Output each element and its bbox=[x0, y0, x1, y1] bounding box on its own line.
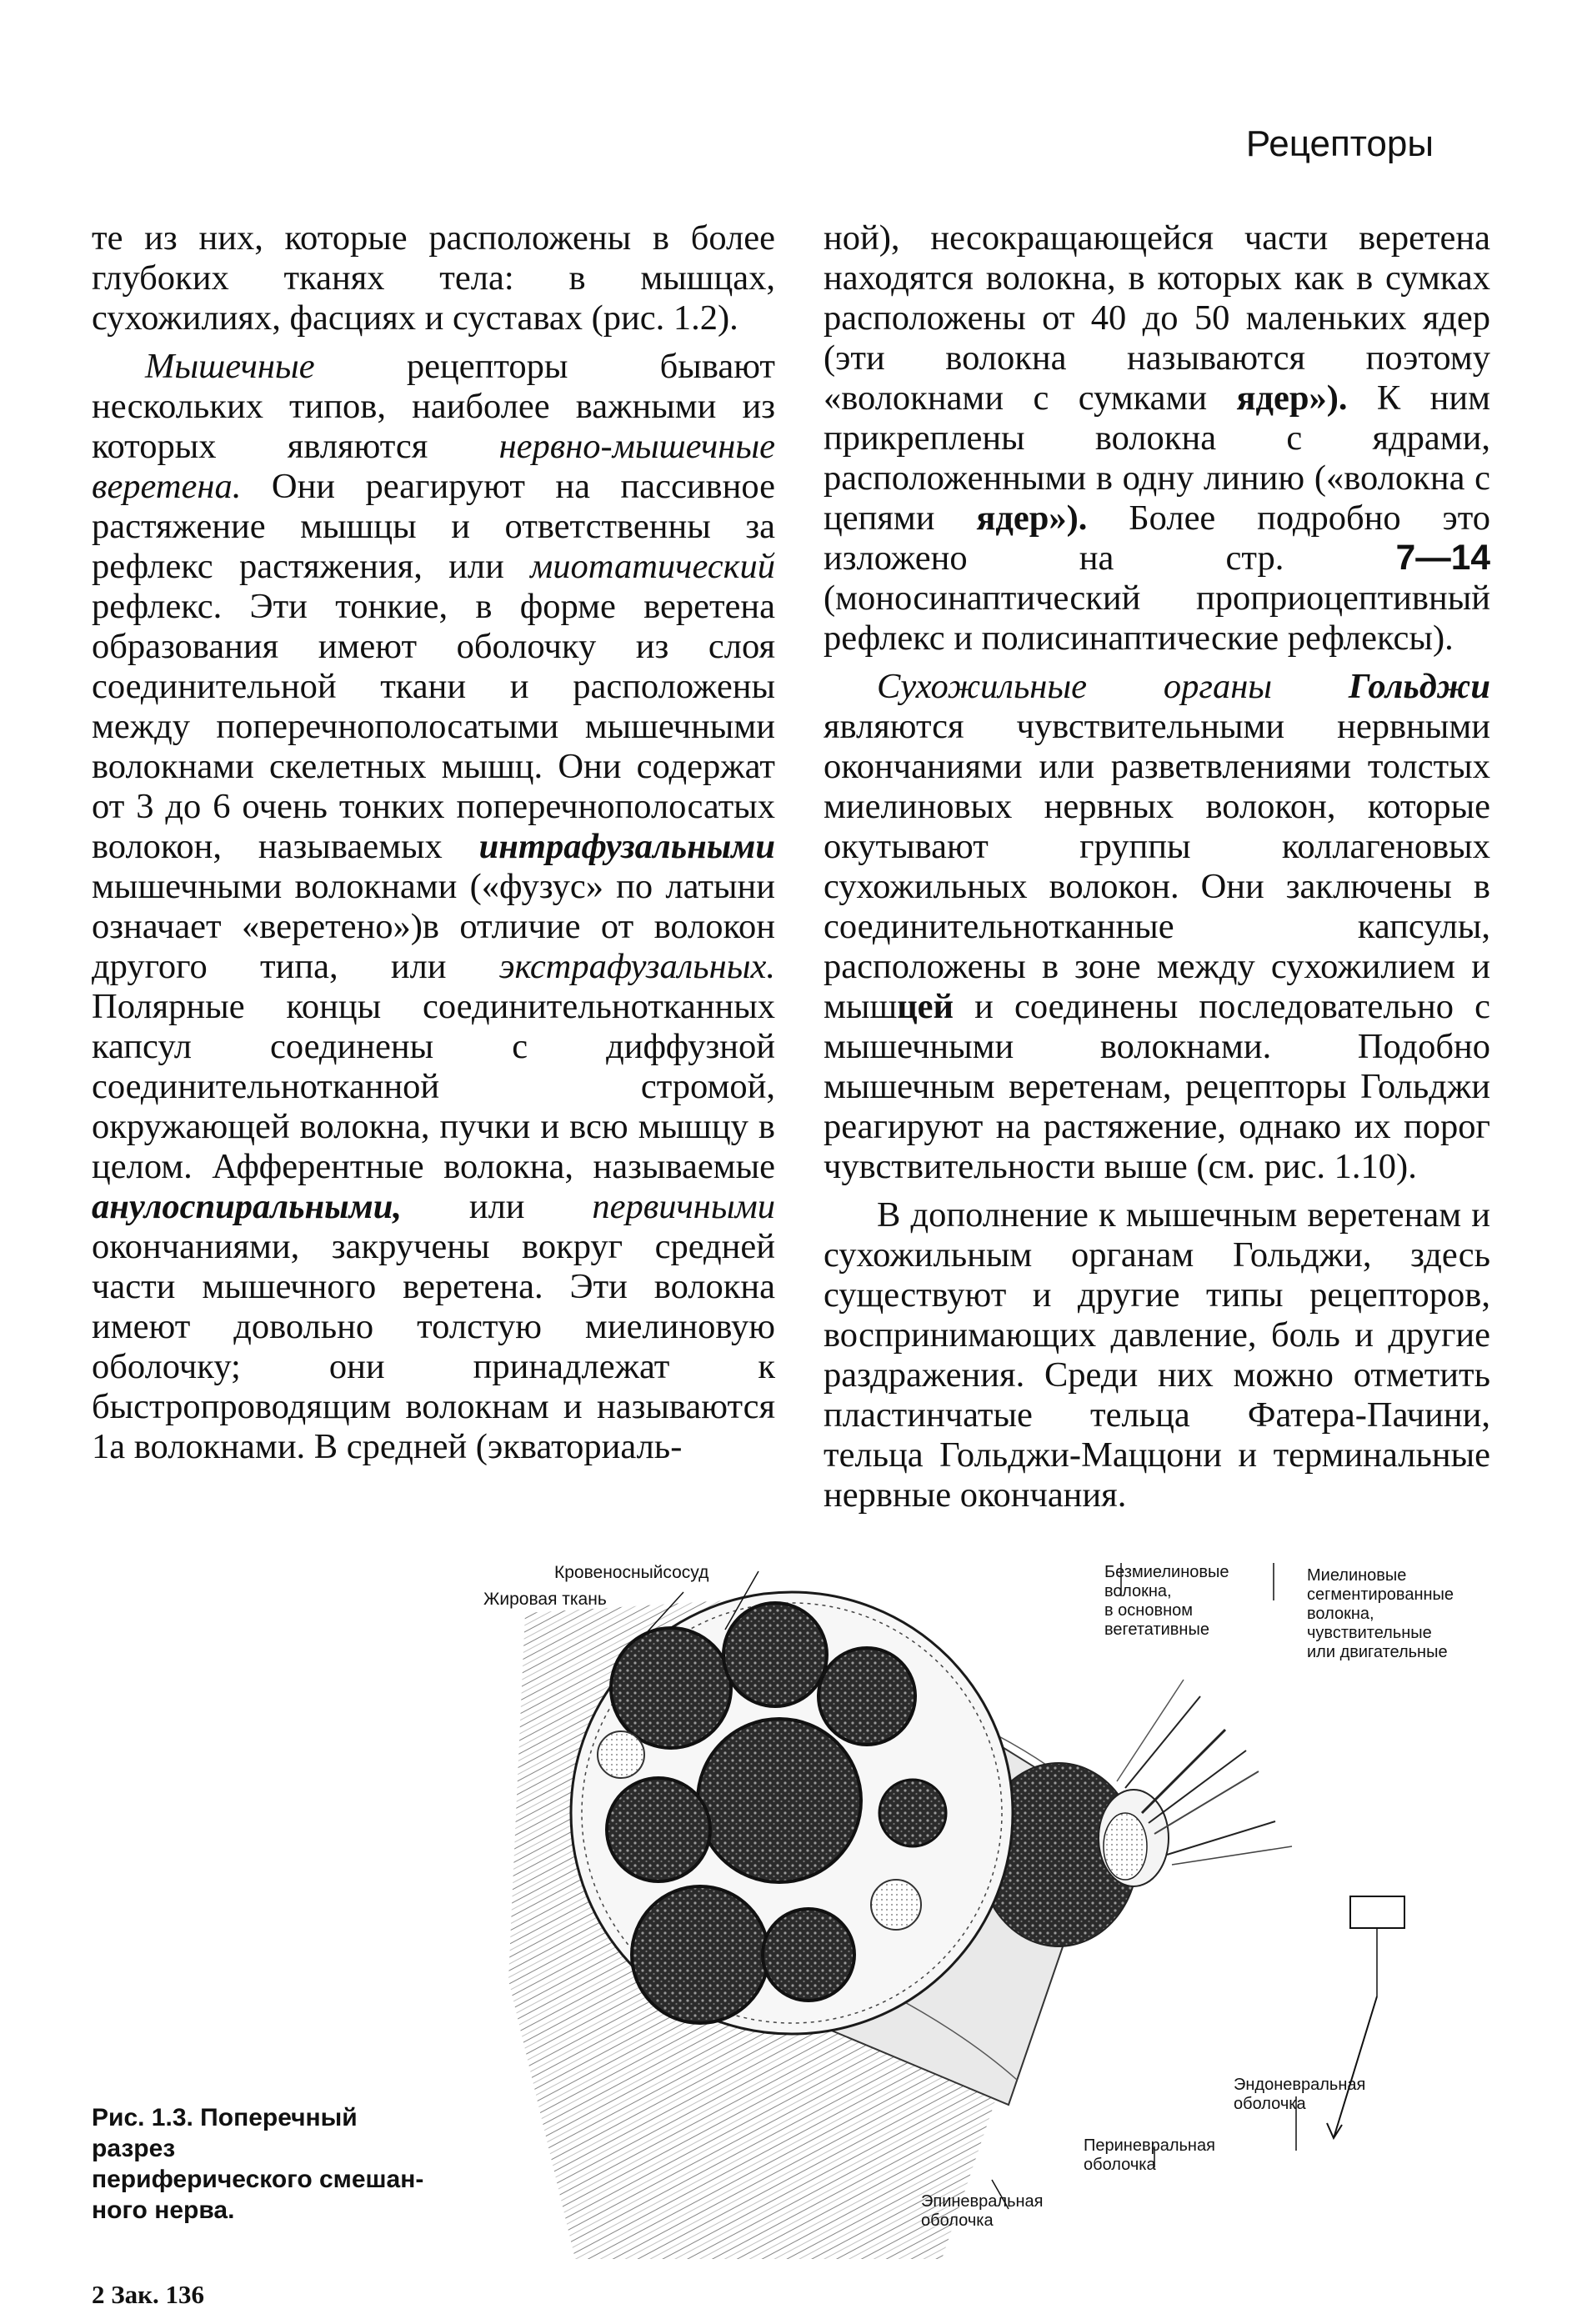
text-span: те из них, которые расположены в более глубоких тканях тела: в мышцах, сухожилиях, фасциях и суставах (рис. 1.2). bbox=[92, 218, 775, 338]
text-span: ядер»). bbox=[976, 498, 1088, 538]
paragraph-1 bbox=[92, 218, 775, 338]
text-span: Гольджи bbox=[1348, 667, 1490, 706]
text-span: ной), несокращающейся части веретена находятся волокна, в которых как в сумках расположены от 40 до 50 маленьких ядер (эти волокна называются поэтому «волокнами с сумками bbox=[824, 218, 1490, 418]
label-myelinated-fibers: Миелиновые сегментированные волокна, чувствительные или двигательные bbox=[1307, 1566, 1454, 1661]
label-blood-vessel: Кровеносныйсосуд bbox=[554, 1563, 709, 1582]
text-span: окончаниями, закручены вокруг средней части мышечного веретена. Эти волокна имеют довольно толстую миелиновую оболочку; они принадлежат к быстропроводящим волокнам и называются 1a волокнами. В средней (экваториаль- bbox=[92, 1227, 775, 1466]
paragraph-4 bbox=[824, 667, 1490, 1187]
text-span: первичными bbox=[592, 1187, 775, 1226]
text-span: рефлекс. Эти тонкие, в форме веретена образования имеют оболочку из слоя соединительной ткани и расположены между поперечнополосатыми мышечными волокнами скелетных мышц. Они содержат от 3 до 6 очень тонких поперечнополосатых волокон, называемых bbox=[92, 587, 775, 866]
paragraph-5 bbox=[824, 1195, 1490, 1515]
text-span: нервно-мышечные веретена. bbox=[92, 427, 775, 506]
text-span: мышечными волокнами («фузус» по латыни означает «веретено»)в отличие от волокон другого типа, или bbox=[92, 867, 775, 986]
text-span: Они реагируют на пассивное растяжение мышцы и ответственны за рефлекс растяжения, или bbox=[92, 467, 775, 586]
text-span: К ним прикреплены волокна с ядрами, расположенными в одну линию («волокна с цепями bbox=[824, 378, 1491, 538]
right-text-column bbox=[824, 218, 1490, 1515]
text-span: миотатический bbox=[530, 547, 775, 586]
label-fat-tissue: Жировая ткань bbox=[483, 1590, 607, 1609]
text-span: анулоспиральными, bbox=[92, 1187, 402, 1226]
text-span: интрафузальными bbox=[478, 827, 775, 866]
label-unmyelinated-fibers: Безмиелиновые волокна, в основном вегетативные bbox=[1104, 1563, 1229, 1639]
text-span: цей bbox=[897, 987, 954, 1026]
running-header: Рецепторы bbox=[1245, 123, 1434, 164]
paragraph-2 bbox=[92, 347, 775, 1467]
nerve-cross-section-figure bbox=[475, 1563, 1517, 2259]
text-span: (моносинаптический проприоцептивный рефлекс и полисинаптические рефлексы). bbox=[824, 578, 1490, 658]
text-span: рецепторы бывают нескольких типов, наиболее важными из которых являются bbox=[92, 347, 775, 466]
figure-caption: Рис. 1.3. Поперечный разрез периферического смешан- ного нерва. bbox=[92, 2104, 424, 2224]
text-span: экстрафузальных. bbox=[498, 947, 775, 986]
text-span: Сухожильные органы bbox=[877, 667, 1349, 706]
text-span: Полярные концы соединительнотканных капсул соединены с диффузной соединительнотканной стромой, окружающей волокна, пучки и всю мышцу в целом. Афферентные волокна, называемые bbox=[92, 987, 775, 1186]
nerve-illustration bbox=[475, 1563, 1517, 2259]
text-span: ядер»). bbox=[1236, 378, 1348, 418]
text-span: 7—14 bbox=[1395, 538, 1490, 578]
text-span: или bbox=[401, 1187, 593, 1226]
label-perineurium: Периневральная оболочка bbox=[1084, 2136, 1215, 2174]
text-span: Более подробно это изложено на стр. bbox=[824, 498, 1490, 578]
text-span: В дополнение к мышечным веретенам и сухожильным органам Гольджи, здесь существуют и другие типы рецепторов, воспринимающих давление, боль и другие раздражения. Среди них можно отметить пластинчатые тельца Фатера-Пачини, тельца Гольджи-Маццони и терминальные нервные окончания. bbox=[824, 1195, 1490, 1515]
label-epineurium: Эпиневральная оболочка bbox=[921, 2192, 1044, 2230]
text-span: и соединены последовательно с мышечными волокнами. Подобно мышечным веретенам, рецепторы Гольджи реагируют на растяжение, однако их порог чувствительности выше (см. рис. 1.10). bbox=[824, 987, 1490, 1186]
label-endoneurium: Эндоневральная оболочка bbox=[1234, 2076, 1366, 2113]
text-span: являются чувствительными нервными окончаниями или разветвлениями толстых миелиновых нервных волокон, которые окутывают группы коллагеновых сухожильных волокон. Они заключены в соединительнотканные капсулы, расположены в зоне между сухожилием и мыш bbox=[824, 707, 1490, 1026]
paragraph-3 bbox=[824, 218, 1490, 659]
text-span: Мышечные bbox=[145, 347, 315, 386]
left-text-column bbox=[92, 218, 775, 1467]
page-footer: 2 Зак. 136 bbox=[92, 2280, 204, 2309]
